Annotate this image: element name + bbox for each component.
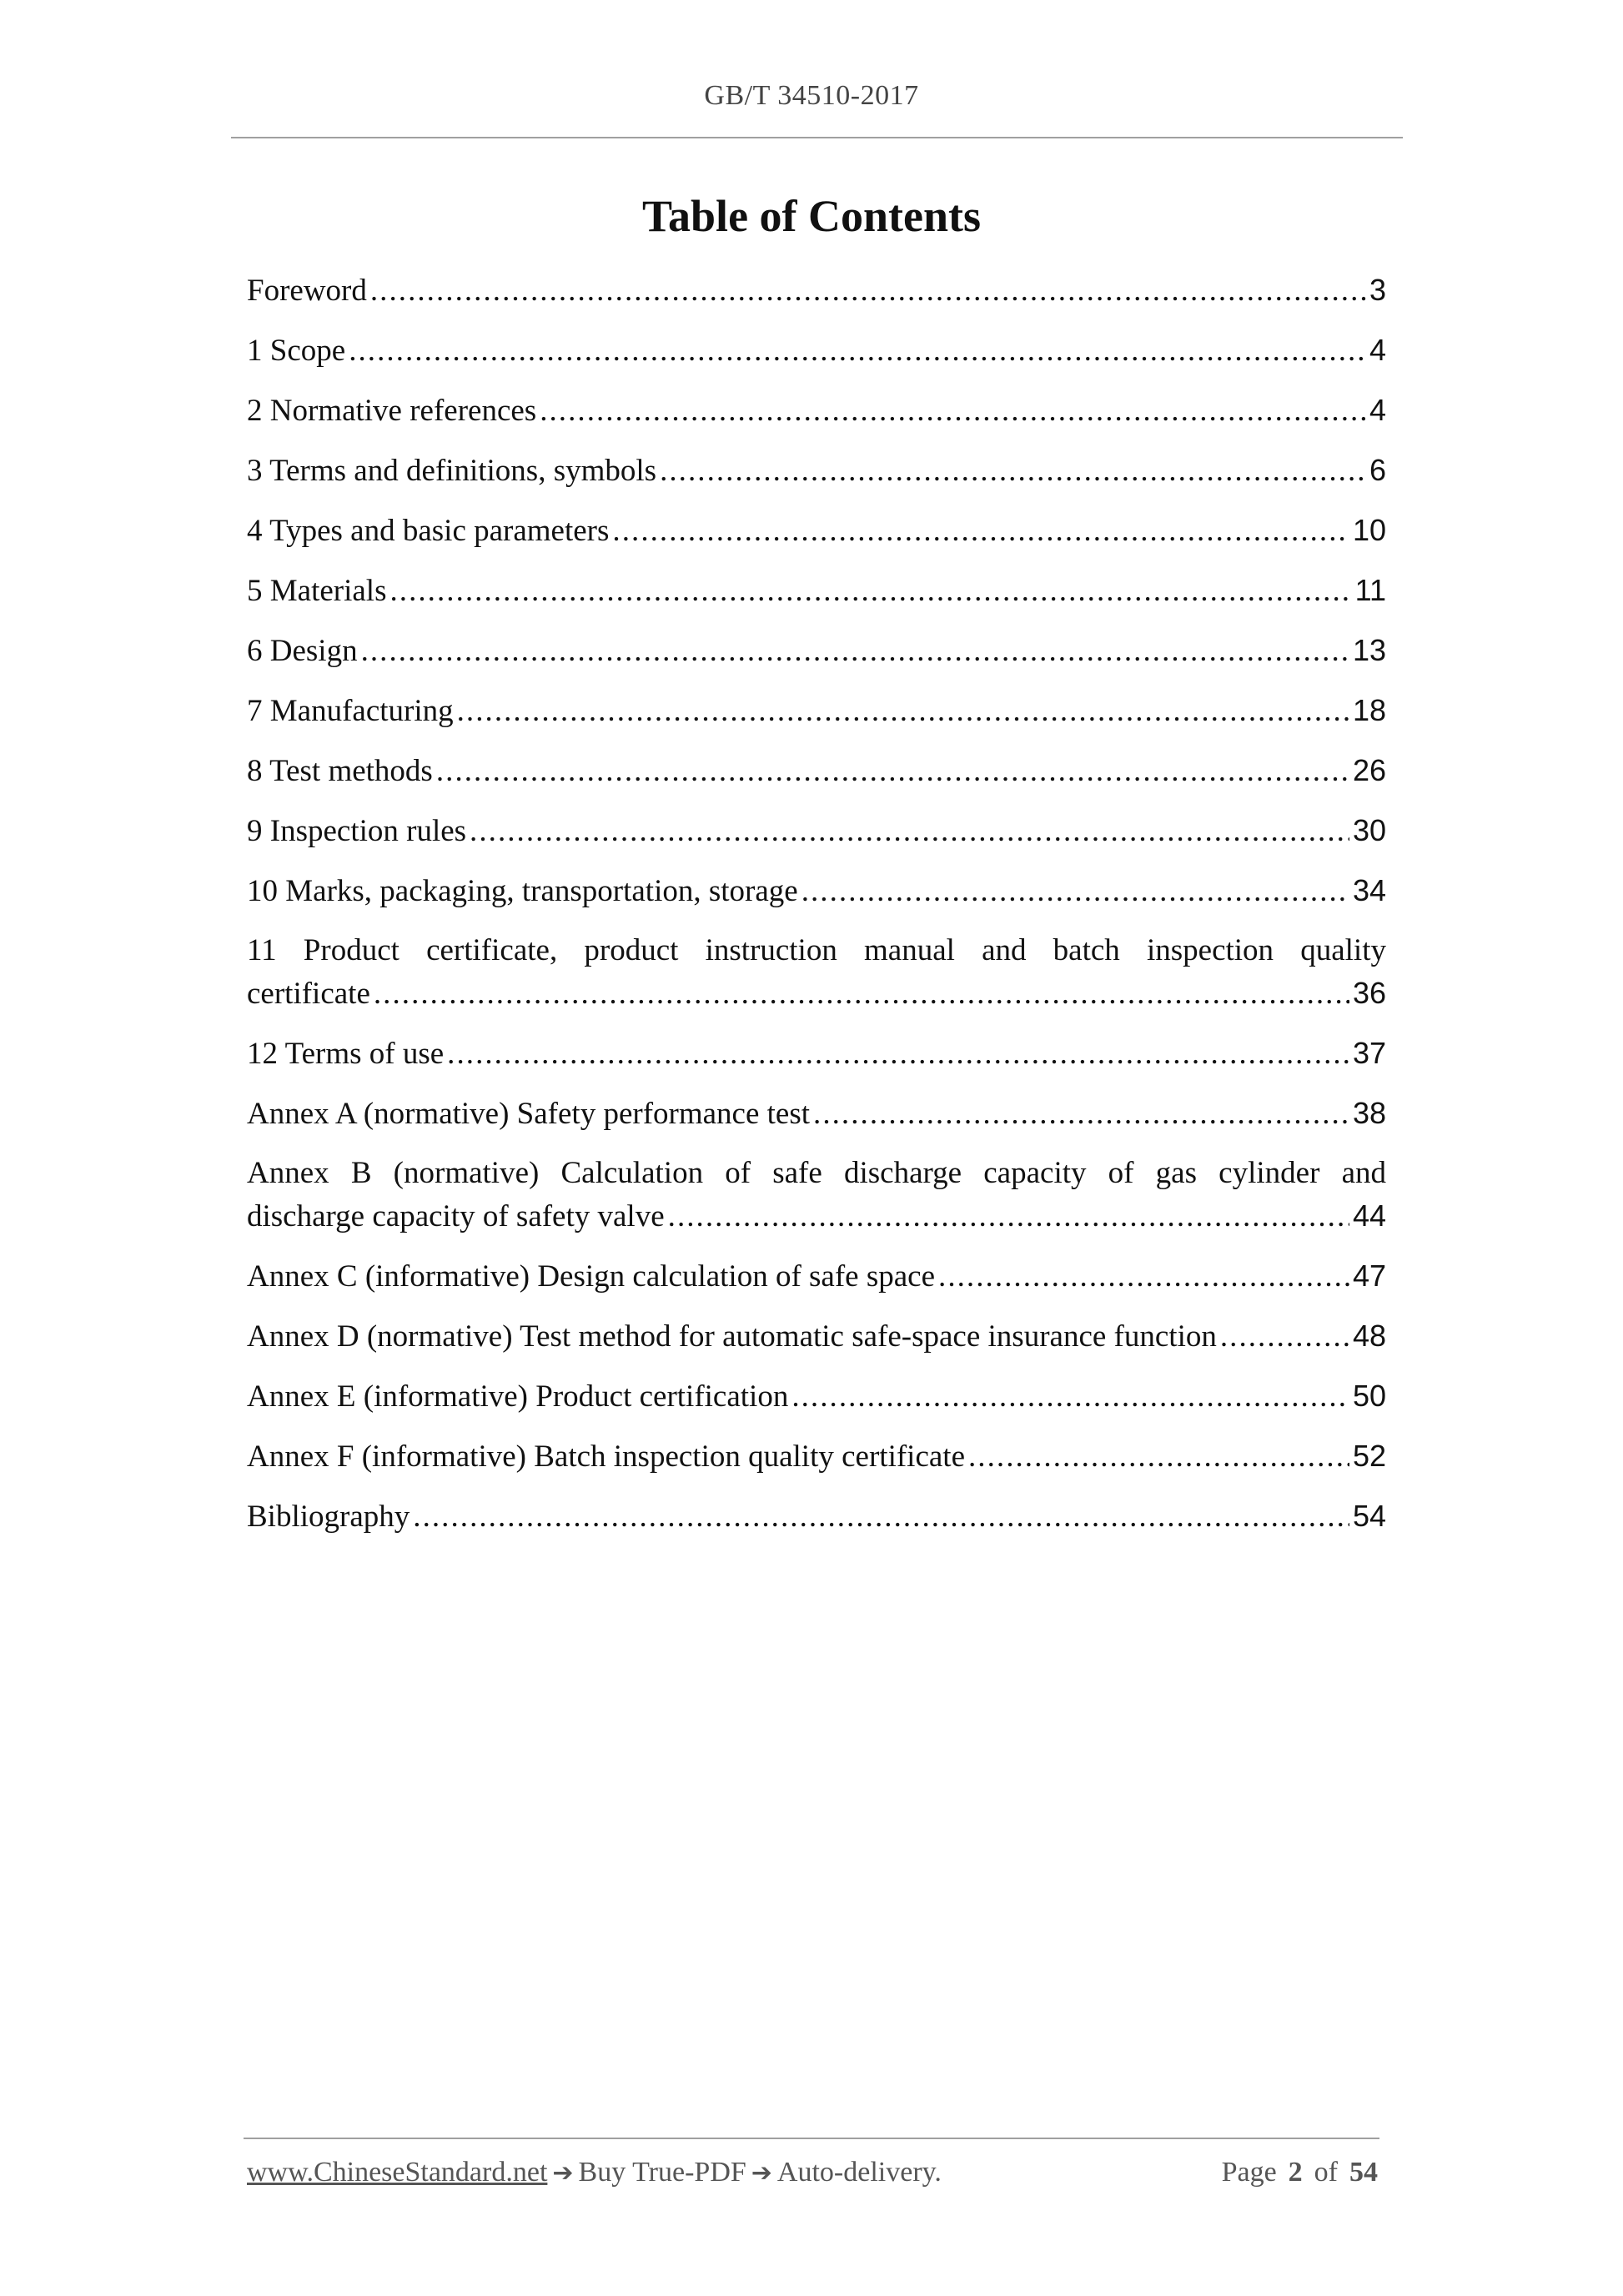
toc-entry-test-methods[interactable] [247,749,1386,792]
toc-entry-label: Annex E (informative) Product certification [247,1379,789,1414]
dot-leader [791,1375,1349,1418]
toc-entry-types-parameters[interactable] [247,509,1386,552]
dot-leader [349,329,1366,372]
toc-entry-label: certificate [247,977,370,1011]
dot-leader [447,1032,1349,1075]
toc-entry-page: 44 [1352,1198,1386,1233]
toc-entry-page: 47 [1352,1259,1386,1293]
toc-entry-foreword[interactable] [247,269,1386,312]
toc-entry-page: 37 [1352,1036,1386,1070]
toc-entry-label: 5 Materials [247,574,387,608]
toc-entry-label: Bibliography [247,1500,410,1534]
toc-entry-annex-f[interactable] [247,1434,1386,1478]
toc-entry-scope[interactable] [247,329,1386,372]
toc-entry-annex-e[interactable] [247,1374,1386,1418]
total-pages-number: 54 [1349,2157,1378,2188]
toc-entry-label-line1: Annex B (normative) Calculation of safe discharge capacity of gas cylinder and [247,1156,1386,1190]
document-code: GB/T 34510-2017 [704,80,919,111]
toc-entry-terms-definitions[interactable] [247,449,1386,492]
toc-entry-label: Annex C (informative) Design calculation of safe space [247,1259,936,1294]
dot-leader [389,570,1351,612]
dot-leader [540,389,1366,432]
toc-entry-normative-references[interactable] [247,389,1386,432]
dot-leader [457,690,1349,732]
toc-entry-page: 26 [1352,753,1386,787]
dot-leader [668,1195,1349,1238]
page-word: Page [1221,2157,1277,2188]
dot-leader [470,810,1349,852]
toc-entry-marks-packaging[interactable] [247,869,1386,912]
dot-leader [660,450,1366,492]
toc-entry-label: 9 Inspection rules [247,814,467,848]
toc-entry-page: 4 [1369,333,1386,367]
current-page-number: 2 [1288,2157,1303,2188]
toc-entry-page: 4 [1369,393,1386,427]
dot-leader [968,1435,1349,1478]
toc-entry-label: 12 Terms of use [247,1037,445,1071]
toc-entry-bibliography[interactable] [247,1495,1386,1538]
dot-leader [413,1495,1349,1538]
of-word: of [1314,2157,1338,2188]
site-link[interactable]: www.ChineseStandard.net [247,2157,548,2188]
toc-entry-label-line1: 11 Product certificate, product instruction manual and batch inspection quality [247,933,1386,967]
page-number [1222,2157,1378,2188]
toc-entry-label: Annex D (normative) Test method for automatic safe-space insurance function [247,1319,1217,1354]
toc-entry-design[interactable] [247,629,1386,672]
toc-entry-page: 36 [1352,976,1386,1010]
toc-entry-materials[interactable] [247,569,1386,612]
table-of-contents [247,269,1386,1555]
toc-entry-label: 3 Terms and definitions, symbols [247,454,657,488]
toc-entry-page: 48 [1352,1319,1386,1353]
header-divider [231,137,1403,138]
toc-entry-label: 10 Marks, packaging, transportation, storage [247,874,798,908]
toc-entry-label: Annex A (normative) Safety performance test [247,1097,811,1131]
toc-entry-product-certificate[interactable] [247,929,1386,1015]
toc-entry-page: 54 [1352,1499,1386,1533]
toc-entry-page: 11 [1354,573,1386,607]
dot-leader [813,1093,1349,1135]
dot-leader [370,269,1366,312]
dot-leader [612,510,1349,552]
toc-entry-page: 38 [1352,1096,1386,1130]
toc-entry-page: 52 [1352,1439,1386,1473]
toc-entry-inspection-rules[interactable] [247,809,1386,852]
toc-entry-label: discharge capacity of safety valve [247,1199,665,1233]
buy-true-pdf-text: Buy True-PDF [578,2157,746,2188]
right-arrow-icon: ➔ [751,2158,772,2188]
dot-leader [436,750,1349,792]
toc-entry-annex-b[interactable] [247,1152,1386,1238]
dot-leader [1220,1315,1349,1358]
toc-entry-page: 18 [1352,693,1386,727]
page-title: Table of Contents [641,191,982,241]
dot-leader [938,1255,1349,1298]
toc-entry-label: Foreword [247,274,367,308]
toc-entry-page: 10 [1352,513,1386,547]
toc-entry-page: 30 [1352,813,1386,847]
toc-entry-annex-d[interactable] [247,1314,1386,1358]
dot-leader [361,630,1349,672]
toc-entry-terms-of-use[interactable] [247,1032,1386,1075]
toc-entry-page: 50 [1352,1379,1386,1413]
toc-entry-annex-c[interactable] [247,1254,1386,1298]
toc-entry-annex-a[interactable] [247,1092,1386,1135]
footer-promo [247,2157,942,2188]
dot-leader [374,972,1349,1015]
toc-entry-page: 3 [1369,273,1386,307]
toc-entry-page: 13 [1352,633,1386,667]
toc-entry-label: 1 Scope [247,334,346,368]
toc-entry-page: 34 [1352,873,1386,907]
auto-delivery-text: Auto-delivery. [776,2157,942,2188]
toc-entry-label: 8 Test methods [247,754,433,788]
toc-entry-label: Annex F (informative) Batch inspection quality certificate [247,1439,965,1474]
toc-entry-manufacturing[interactable] [247,689,1386,732]
footer-divider [244,2138,1379,2139]
right-arrow-icon: ➔ [552,2158,574,2188]
toc-entry-label: 2 Normative references [247,394,537,428]
toc-entry-page: 6 [1369,453,1386,487]
toc-entry-label: 4 Types and basic parameters [247,514,610,548]
toc-entry-label: 6 Design [247,634,358,668]
toc-entry-label: 7 Manufacturing [247,694,454,728]
dot-leader [801,870,1349,912]
